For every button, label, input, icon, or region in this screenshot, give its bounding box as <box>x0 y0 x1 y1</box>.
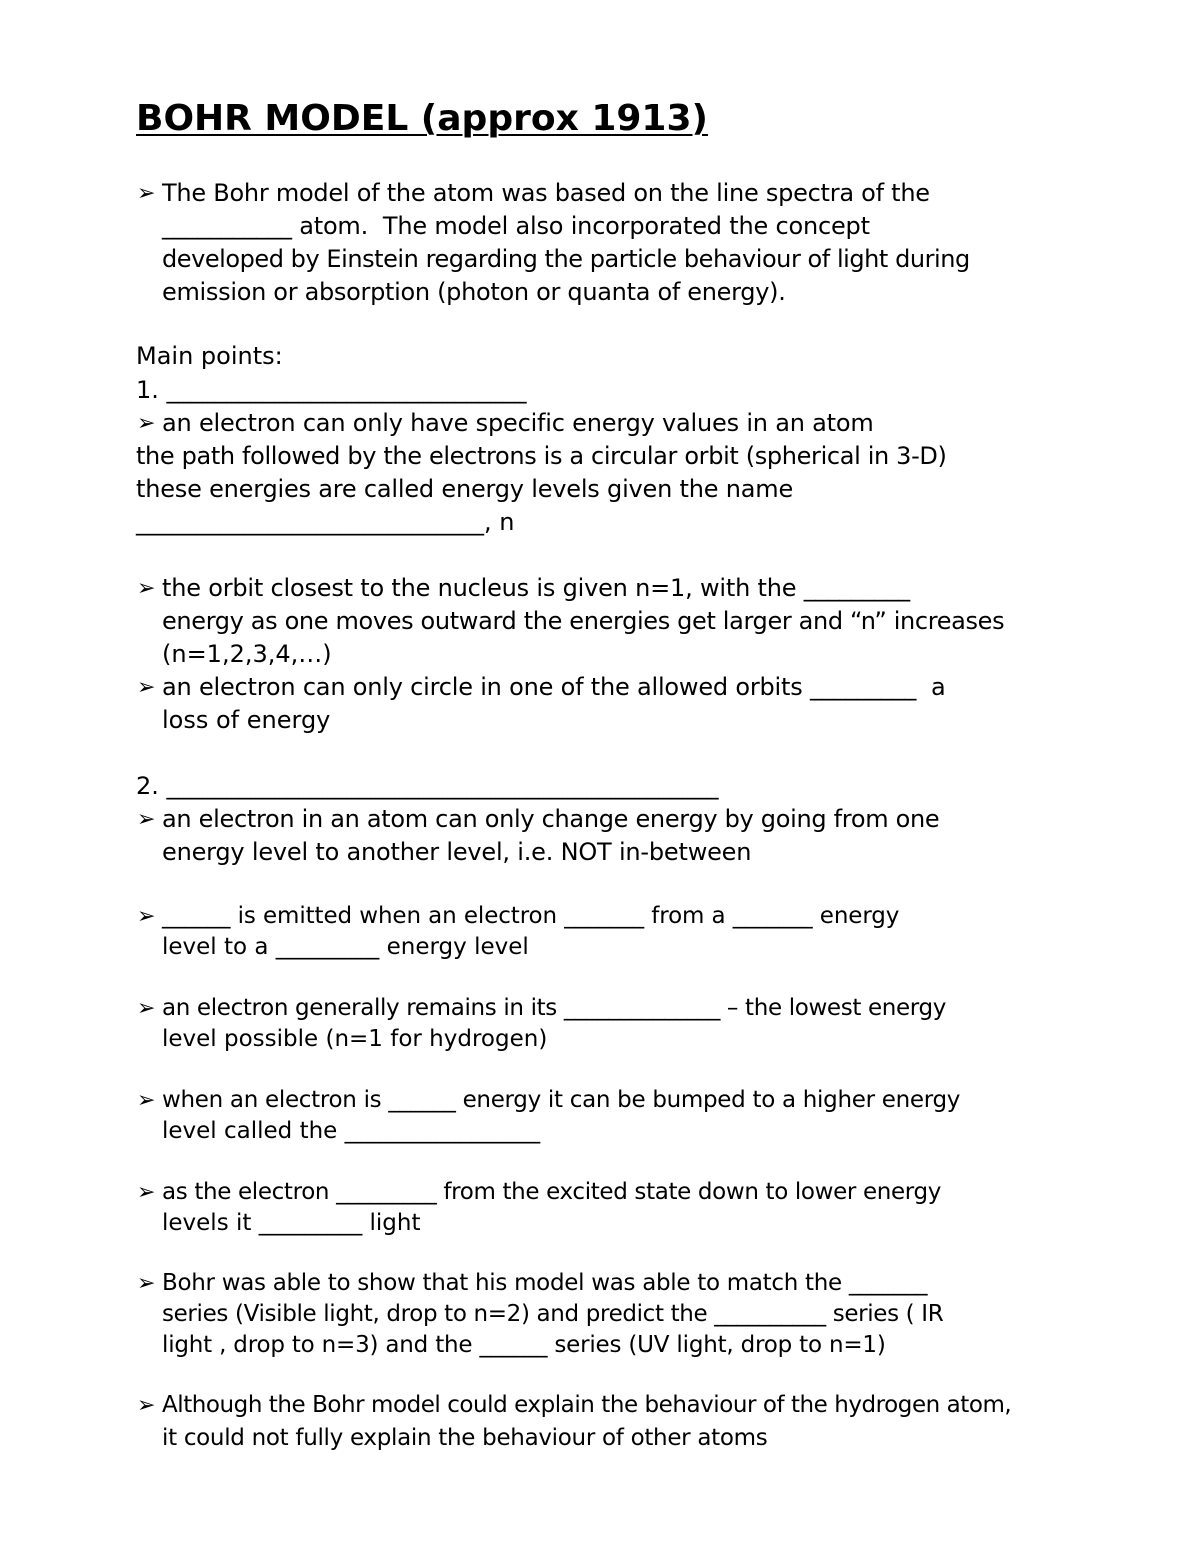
series-line-2: series (Visible light, drop to n=2) and predict the __________ series ( IR <box>162 1301 944 1327</box>
circle-line-1: an electron can only circle in one of the allowed orbits _________ a <box>162 673 946 701</box>
emitted-line-1: ______ is emitted when an electron _______ from a _______ energy <box>162 903 900 929</box>
bullet-arrow-icon: ➢ <box>137 576 156 601</box>
point-1-heading: 1. ______________________________ <box>136 376 527 404</box>
intro-line-1: The Bohr model of the atom was based on the line spectra of the <box>162 179 930 207</box>
bullet-arrow-icon: ➢ <box>137 807 156 832</box>
orbit-line-3: (n=1,2,3,4,…) <box>162 640 332 668</box>
bullet-arrow-icon: ➢ <box>137 1180 156 1205</box>
emitted-line-2: level to a _________ energy level <box>162 934 529 960</box>
point-2-heading: 2. ______________________________________________ <box>136 772 719 800</box>
bullet-arrow-icon: ➢ <box>137 411 156 436</box>
drops-line-1: as the electron _________ from the excited state down to lower energy <box>162 1179 942 1205</box>
page-title: BOHR MODEL (approx 1913) <box>136 98 708 139</box>
bullet-arrow-icon: ➢ <box>137 996 156 1021</box>
ground-line-2: level possible (n=1 for hydrogen) <box>162 1026 548 1052</box>
although-line-1: Although the Bohr model could explain the behaviour of the hydrogen atom, <box>162 1392 1012 1418</box>
p1-bullet: an electron can only have specific energy values in an atom <box>162 409 874 437</box>
although-line-2: it could not fully explain the behaviour of other atoms <box>162 1425 768 1451</box>
intro-line-3: developed by Einstein regarding the particle behaviour of light during <box>162 245 970 273</box>
main-points-label: Main points: <box>136 342 283 370</box>
bullet-arrow-icon: ➢ <box>137 675 156 700</box>
series-line-3: light , drop to n=3) and the ______ series (UV light, drop to n=1) <box>162 1332 886 1358</box>
intro-line-2: ___________ atom. The model also incorporated the concept <box>162 212 870 240</box>
bullet-arrow-icon: ➢ <box>137 1271 156 1296</box>
series-line-1: Bohr was able to show that his model was able to match the _______ <box>162 1270 928 1296</box>
bullet-arrow-icon: ➢ <box>137 904 156 929</box>
p1-line-1: the path followed by the electrons is a circular orbit (spherical in 3-D) <box>136 442 947 470</box>
orbit-line-1: the orbit closest to the nucleus is given n=1, with the _________ <box>162 574 910 602</box>
bullet-arrow-icon: ➢ <box>137 1088 156 1113</box>
orbit-line-2: energy as one moves outward the energies get larger and “n” increases <box>162 607 1005 635</box>
drops-line-2: levels it _________ light <box>162 1210 421 1236</box>
excited-line-2: level called the _________________ <box>162 1118 541 1144</box>
change-line-2: energy level to another level, i.e. NOT in-between <box>162 838 752 866</box>
excited-line-1: when an electron is ______ energy it can be bumped to a higher energy <box>162 1087 961 1113</box>
p1-line-2: these energies are called energy levels given the name <box>136 475 794 503</box>
circle-line-2: loss of energy <box>162 706 331 734</box>
intro-line-4: emission or absorption (photon or quanta of energy). <box>162 278 786 306</box>
bullet-arrow-icon: ➢ <box>137 1393 156 1418</box>
bullet-arrow-icon: ➢ <box>137 181 156 206</box>
ground-line-1: an electron generally remains in its ______________ – the lowest energy <box>162 995 947 1021</box>
p1-line-3: _____________________________, n <box>136 508 515 536</box>
change-line-1: an electron in an atom can only change energy by going from one <box>162 805 940 833</box>
